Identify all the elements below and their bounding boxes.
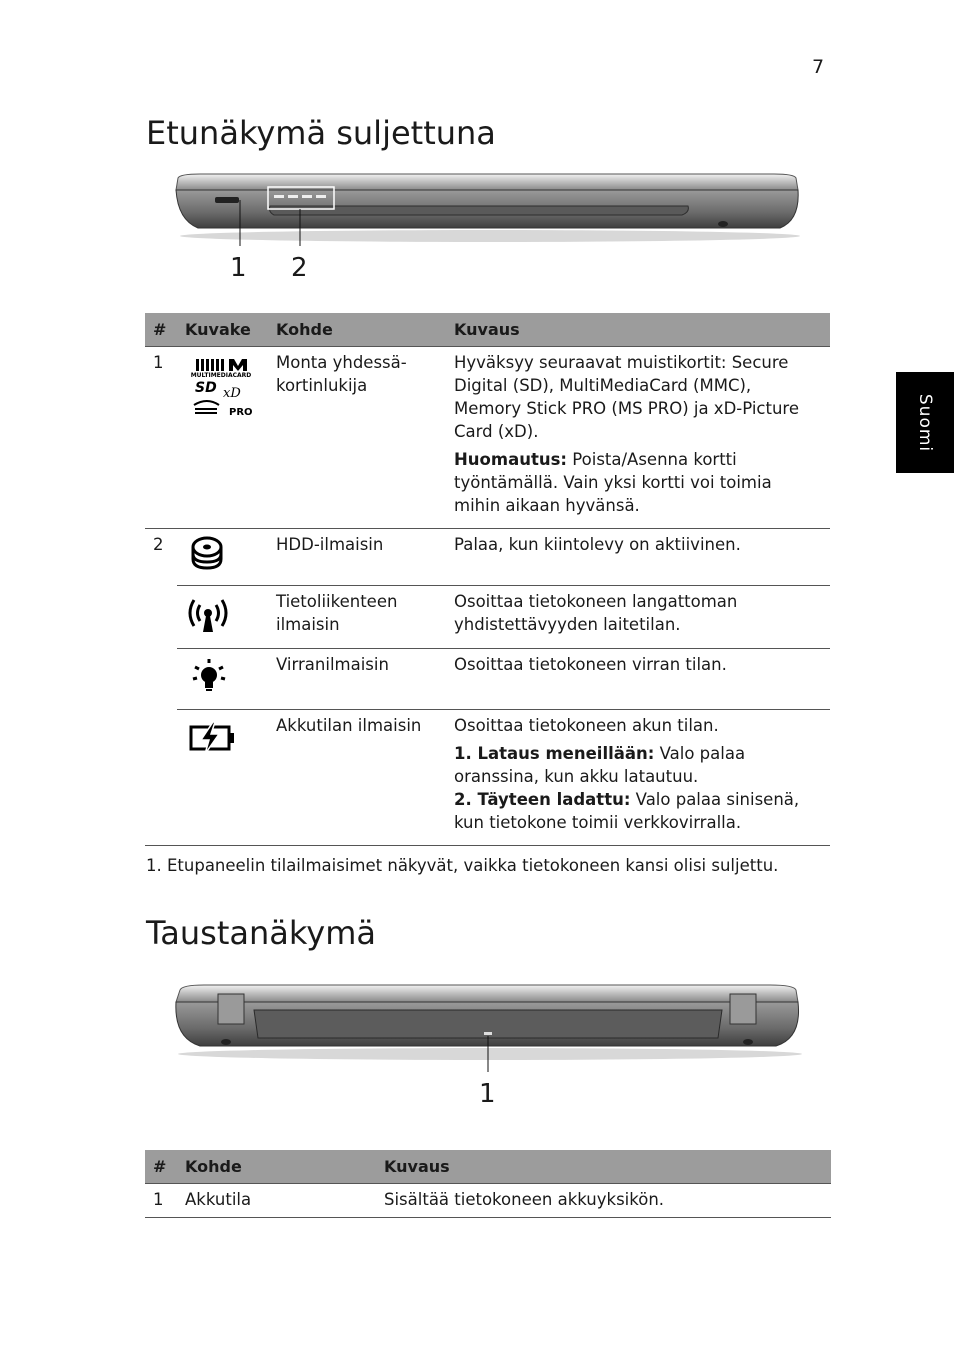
item-name: Akkutilan ilmaisin (268, 710, 446, 846)
note-text: Poista/Asenna kortti työntämällä. Vain yksi kortti voi toimia mihin aikaan hyvänsä. (454, 450, 772, 515)
callout-2: 2 (291, 253, 308, 283)
item-name: HDD-ilmaisin (268, 529, 446, 586)
state-label: 2. Täyteen ladattu: (454, 790, 631, 809)
column-header: Kuvake (177, 313, 268, 347)
item-description: Osoittaa tietokoneen virran tilan. (446, 649, 830, 710)
table-header-row (145, 313, 830, 347)
column-header: Kohde (268, 313, 446, 347)
state-label: 1. Lataus meneillään: (454, 744, 655, 763)
section-title-rear-view: Taustanäkymä (146, 914, 376, 952)
callout-1: 1 (230, 253, 247, 283)
hdd-icon (187, 533, 227, 573)
column-header: Kohde (177, 1150, 376, 1184)
language-tab-label: Suomi (915, 393, 935, 452)
battery-state-charging (454, 742, 822, 788)
row-number (145, 649, 177, 710)
note-label: Huomautus: (454, 450, 568, 469)
item-name: Virranilmaisin (268, 649, 446, 710)
laptop-front-view-image (170, 170, 810, 250)
rear-components-table (145, 1150, 831, 1218)
table-header-row (145, 1150, 831, 1184)
row-number (145, 710, 177, 846)
state-text: Valo palaa oranssina, kun akku latautuu. (454, 744, 746, 786)
table-row (145, 586, 830, 649)
page-number: 7 (812, 56, 825, 78)
item-name: Monta yhdessä-kortinlukija (276, 353, 407, 395)
row-number (145, 586, 177, 649)
svg-text:xD: xD (223, 386, 241, 401)
item-name: Tietoliikenteen ilmaisin (268, 586, 446, 649)
item-description: Hyväksyy seuraavat muistikortit: Secure Digital (SD), MultiMediaCard (MMC), Memory Stick PRO (MS PRO) ja xD-Picture Card (xD). (454, 353, 799, 441)
battery-icon (187, 718, 237, 758)
column-header: Kuvaus (446, 313, 830, 347)
wireless-icon (185, 596, 231, 636)
front-components-table (145, 313, 830, 846)
table-row (145, 649, 830, 710)
item-description: Sisältää tietokoneen akkuyksikön. (376, 1184, 831, 1218)
column-header: Kuvaus (376, 1150, 831, 1184)
column-header: # (145, 313, 177, 347)
item-description: Osoittaa tietokoneen akun tilan. (454, 716, 719, 735)
table-row (145, 1184, 831, 1218)
multimediacard-logo-text: MULTIMEDIACARD (190, 372, 252, 379)
card-reader-logos-icon (189, 353, 259, 423)
section-title-front-view: Etunäkymä suljettuna (146, 114, 496, 152)
battery-state-full (454, 788, 822, 834)
table-row (145, 529, 830, 586)
footnote: 1. Etupaneelin tilailmaisimet näkyvät, vaikka tietokoneen kansi olisi suljettu. (146, 856, 779, 875)
row-number: 2 (145, 529, 177, 586)
language-tab (896, 372, 954, 473)
item-description: Palaa, kun kiintolevy on aktiivinen. (446, 529, 830, 586)
item-note (454, 448, 822, 517)
item-description: Osoittaa tietokoneen langattoman yhdistettävyyden laitetilan. (446, 586, 830, 649)
table-row (145, 347, 830, 529)
table-row (145, 710, 830, 846)
callout-1: 1 (479, 1079, 496, 1109)
state-text: Valo palaa sinisenä, kun tietokone toimii verkkovirralla. (454, 790, 800, 832)
row-number: 1 (153, 353, 164, 372)
item-name: Akkutila (177, 1184, 376, 1218)
svg-text:SD: SD (195, 380, 217, 396)
row-number: 1 (145, 1184, 177, 1218)
pro-logo-text: PRO (229, 407, 253, 418)
power-light-icon (189, 657, 229, 697)
laptop-rear-view-image (170, 980, 810, 1075)
column-header: # (145, 1150, 177, 1184)
